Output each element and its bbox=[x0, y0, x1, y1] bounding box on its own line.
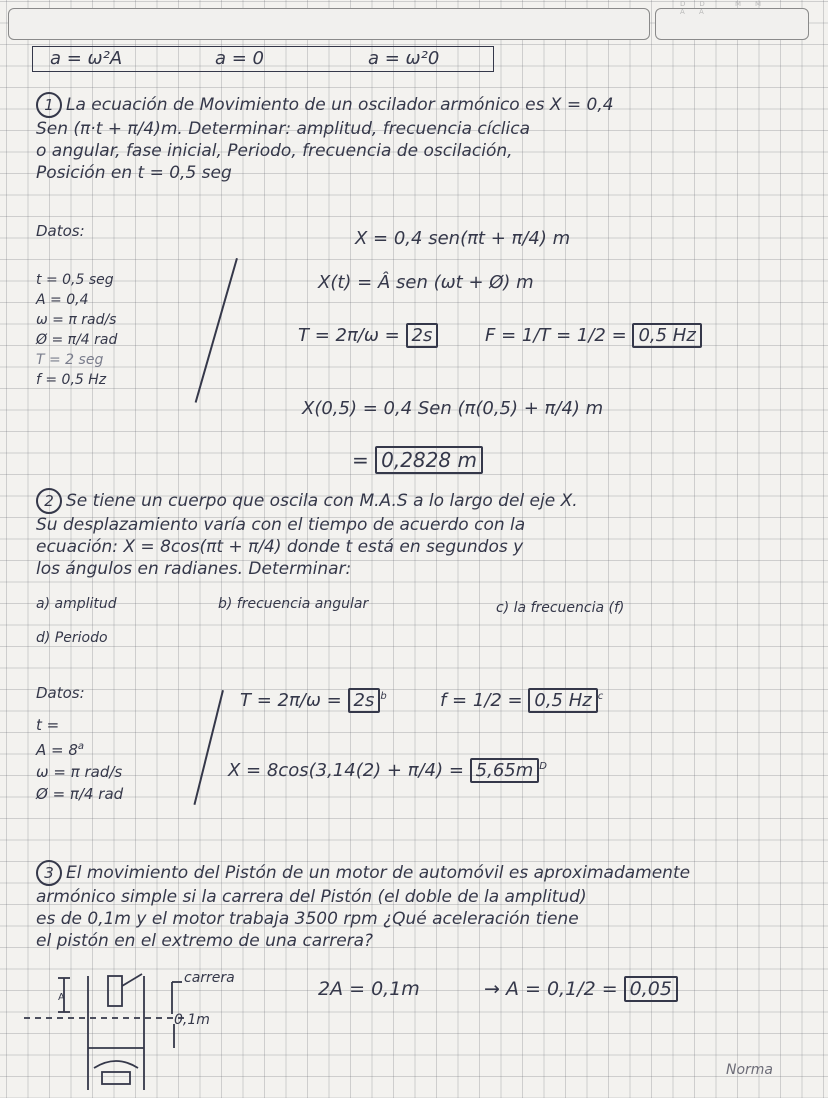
problem-1-statement bbox=[36, 92, 614, 184]
p2-line-1: Se tiene un cuerpo que oscila con M.A.S a lo largo del eje X. bbox=[66, 491, 578, 511]
p2-period-block bbox=[240, 690, 387, 711]
formula-2: a = 0 bbox=[215, 48, 265, 69]
brand-logo: Norma bbox=[725, 1062, 773, 1078]
carrera-pointer bbox=[122, 974, 142, 986]
p2-item-a: a) amplitud bbox=[36, 596, 117, 612]
p2-eq-T: T = 2π/ω = bbox=[240, 690, 342, 711]
p1-dato: Ø = π/4 rad bbox=[36, 332, 118, 348]
p2-line-3: ecuación: X = 8cos(πt + π/4) donde t está en segundos y bbox=[36, 537, 524, 557]
p2-item-d: d) Periodo bbox=[36, 630, 108, 646]
piston-head bbox=[108, 976, 122, 1006]
p1-dato: ω = π rad/s bbox=[36, 312, 117, 328]
date-labels: DD MM AA bbox=[680, 0, 776, 16]
formula-1: a = ω²A bbox=[50, 48, 123, 69]
header-title-box bbox=[8, 8, 650, 40]
p3-line-3: es de 0,1m y el motor trabaja 3500 rpm ¿Qué aceleración tiene bbox=[36, 909, 579, 929]
p3-eq-2a: 2A = 0,1m bbox=[318, 978, 420, 1000]
p2-mark-c: c bbox=[597, 691, 604, 702]
label-a: A bbox=[58, 992, 65, 1003]
p1-dato: f = 0,5 Hz bbox=[36, 372, 107, 388]
p1-line-2: Sen (π·t + π/4)m. Determinar: amplitud, frecuencia cíclica bbox=[36, 119, 531, 139]
p2-line-4: los ángulos en radianes. Determinar: bbox=[36, 559, 352, 579]
p3-line-4: el pistón en el extremo de una carrera? bbox=[36, 931, 374, 951]
p1-line-1: La ecuación de Movimiento de un oscilador armónico es X = 0,4 bbox=[66, 95, 614, 115]
p2-answer-f: 0,5 Hz bbox=[528, 688, 597, 713]
p2-divider-stroke bbox=[193, 690, 223, 805]
p1-eq-x: X(0,5) = 0,4 Sen (π(0,5) + π/4) m bbox=[302, 398, 604, 419]
p2-dato: Ø = π/4 rad bbox=[36, 785, 124, 803]
p1-dato: A = 0,4 bbox=[36, 292, 89, 308]
crank-block bbox=[102, 1072, 130, 1084]
p2-answer-x: 5,65m bbox=[470, 758, 540, 783]
p1-dato: T = 2 seg bbox=[36, 352, 104, 368]
problem-2-number: 2 bbox=[36, 488, 62, 514]
p1-datos-list bbox=[36, 270, 117, 390]
p2-item-b: b) frecuencia angular bbox=[218, 596, 369, 612]
p1-line-3: o angular, fase inicial, Periodo, frecuencia de oscilación, bbox=[36, 141, 513, 161]
p2-datos-title: Datos: bbox=[36, 684, 85, 702]
p1-period-block bbox=[298, 325, 438, 346]
p3-amplitude-block bbox=[484, 978, 678, 1000]
p2-dato: t = bbox=[36, 716, 60, 734]
p1-datos-title: Datos: bbox=[36, 222, 85, 240]
problem-3-number: 3 bbox=[36, 860, 62, 886]
problem-1-number: 1 bbox=[36, 92, 62, 118]
p2-line-2: Su desplazamiento varía con el tiempo de acuerdo con la bbox=[36, 515, 526, 535]
p1-dato: t = 0,5 seg bbox=[36, 272, 114, 288]
p2-dato: $A = 8^a$ bbox=[36, 741, 85, 759]
label-carrera: carrera bbox=[184, 970, 235, 986]
p2-mark-d: D bbox=[539, 761, 547, 772]
p1-answer-x: 0,2828 m bbox=[375, 446, 483, 474]
p2-answer-T: 2s bbox=[348, 688, 381, 713]
p2-position-block bbox=[228, 760, 547, 781]
problem-2-statement bbox=[36, 488, 578, 580]
p2-datos-list bbox=[36, 714, 123, 805]
p1-eq1: X = 0,4 sen(πt + π/4) m bbox=[355, 228, 571, 249]
p1-answer-f: 0,5 Hz bbox=[632, 323, 701, 348]
p2-frequency-block bbox=[440, 690, 603, 711]
p1-eq-T: T = 2π/ω = bbox=[298, 325, 400, 346]
p3-eq-a: → A = 0,1/2 = bbox=[484, 978, 618, 1000]
p2-mark-b: b bbox=[380, 691, 387, 702]
p2-eq-x: X = 8cos(3,14(2) + π/4) = bbox=[228, 760, 464, 781]
p1-eq-x-equals: = bbox=[352, 448, 369, 472]
p1-line-4: Posición en t = 0,5 seg bbox=[36, 163, 232, 183]
p2-item-c: c) la frecuencia (f) bbox=[496, 600, 625, 616]
crank-arc bbox=[94, 1061, 138, 1068]
p1-eq2: X(t) = Â sen (ωt + Ø) m bbox=[318, 272, 534, 293]
piston-diagram bbox=[24, 968, 264, 1093]
p1-divider-stroke bbox=[195, 258, 238, 403]
p2-eq-f: f = 1/2 = bbox=[440, 690, 523, 711]
p1-answer-T: 2s bbox=[406, 323, 439, 348]
p3-line-2: armónico simple si la carrera del Pistón (el doble de la amplitud) bbox=[36, 887, 587, 907]
p3-line-1: El movimiento del Pistón de un motor de automóvil es aproximadamente bbox=[66, 863, 691, 883]
p1-eq-f: F = 1/T = 1/2 = bbox=[485, 325, 627, 346]
problem-3-statement bbox=[36, 860, 690, 952]
p2-mark-a: a bbox=[77, 741, 85, 752]
p2-dato: ω = π rad/s bbox=[36, 763, 123, 781]
p1-frequency-block bbox=[485, 325, 702, 346]
p1-position-block bbox=[352, 448, 483, 472]
label-0-1m: 0,1m bbox=[174, 1012, 210, 1028]
formula-3: a = ω²0 bbox=[368, 48, 440, 69]
p3-answer-a: 0,05 bbox=[624, 976, 678, 1002]
